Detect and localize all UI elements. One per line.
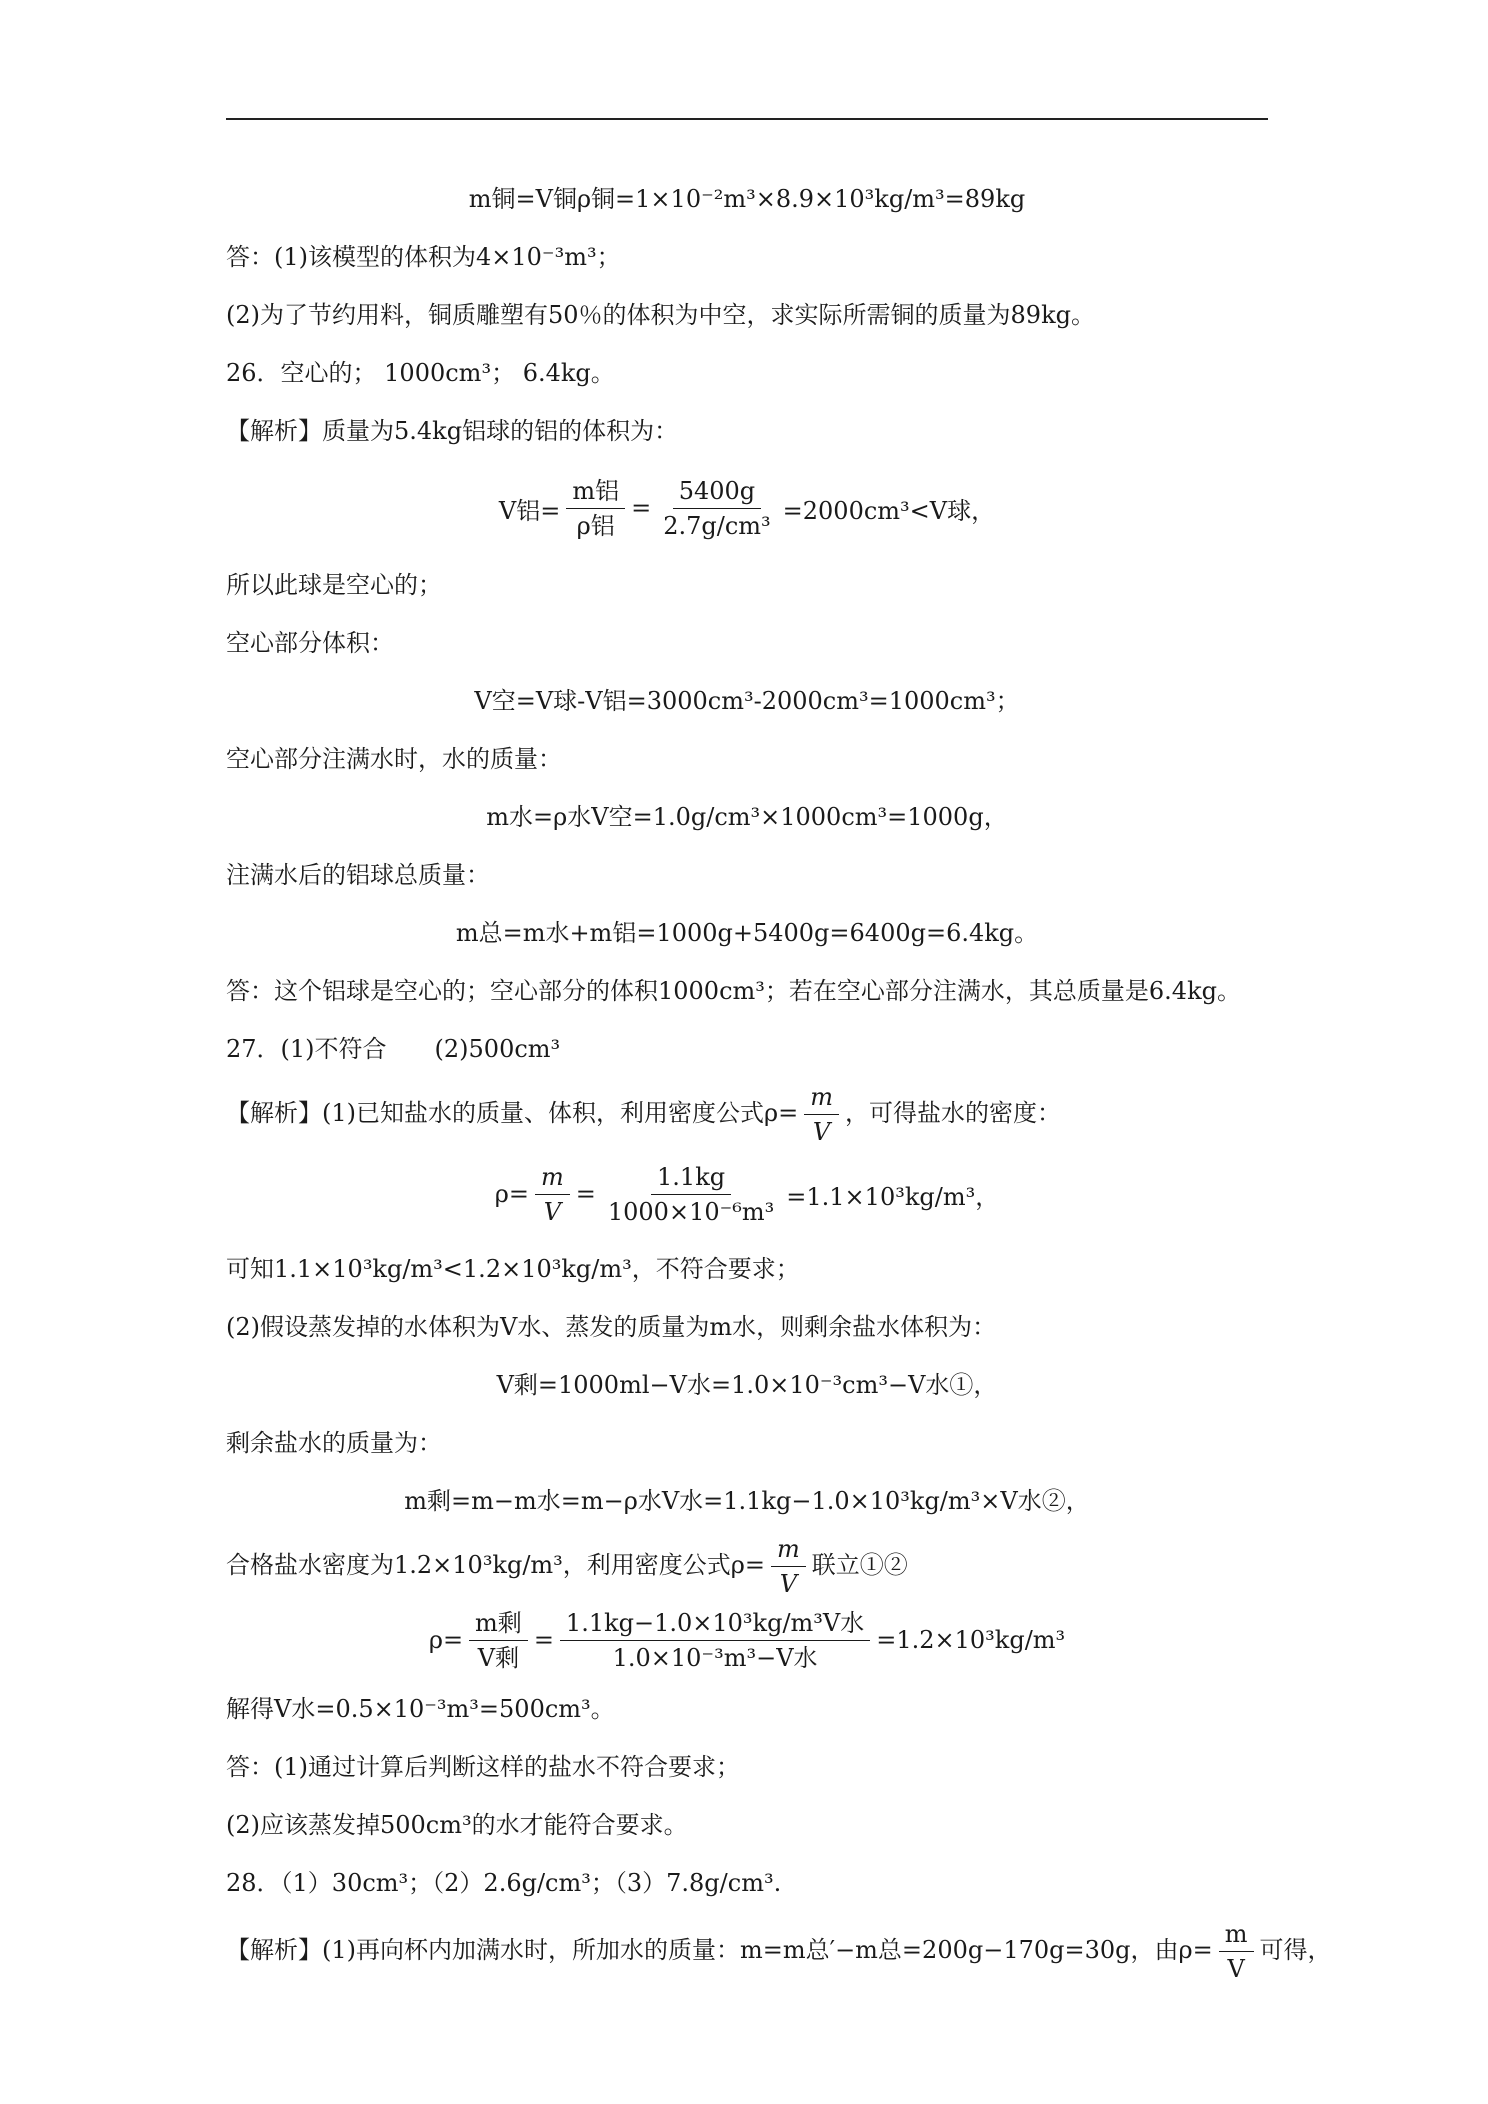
- analysis-line: 所以此球是空心的；: [226, 571, 442, 599]
- fraction: $\frac{m}{V}$: [535, 1162, 570, 1227]
- fraction: $\frac{m}{V}$: [771, 1534, 806, 1599]
- answer-line: (2)应该蒸发掉500cm³的水才能符合要求。: [226, 1811, 688, 1839]
- analysis-line: (2)假设蒸发掉的水体积为V水、蒸发的质量为m水，则剩余盐水体积为：: [226, 1313, 997, 1341]
- answer-line: 答：(1)通过计算后判断这样的盐水不符合要求；: [226, 1753, 740, 1781]
- answer-line: 答：这个铝球是空心的；空心部分的体积1000cm³；若在空心部分注满水，其总质量是6.4kg。: [226, 977, 1241, 1005]
- answer-line: (2)为了节约用料，铜质雕塑有50％的体积为中空，求实际所需铜的质量为89kg。: [226, 301, 1095, 329]
- analysis-line: 【解析】质量为5.4kg铝球的铝的体积为：: [226, 417, 679, 445]
- analysis-line: 空心部分体积：: [226, 629, 394, 657]
- formula-qualified-density: ρ= $\frac{\text{m剩}}{\text{V剩}}$ = $\frac{\text{1.1kg−1.0×10³kg/m³V水}}{\text{1.0×10⁻³m³−V水}}$ =1.2×10³kg/m³: [428, 1608, 1066, 1672]
- analysis-line: 可知1.1×10³kg/m³<1.2×10³kg/m³，不符合要求；: [226, 1255, 800, 1283]
- formula-left: ρ=: [494, 1180, 529, 1208]
- formula-right: =1.1×10³kg/m³，: [786, 1182, 1000, 1211]
- analysis-line: 剩余盐水的质量为：: [226, 1429, 442, 1457]
- fraction-numerator: m铝: [566, 476, 625, 509]
- formula-hollow-volume: V空=V球-V铝=3000cm³-2000cm³=1000cm³；: [474, 687, 1020, 715]
- question-28-answer: 28．（1）30cm³；（2）2.6g/cm³；（3）7.8g/cm³.: [226, 1869, 782, 1897]
- analysis-line: 空心部分注满水时，水的质量：: [226, 745, 562, 773]
- fraction-denominator: 2.7g/cm³: [663, 511, 771, 540]
- formula-left: ρ=: [428, 1626, 464, 1654]
- header-rule: [226, 118, 1268, 120]
- analysis-line: 【解析】(1)已知盐水的质量、体积，利用密度公式ρ= $\frac{m}{V}$ ，可得盐水的密度：: [226, 1083, 1061, 1146]
- fraction: $\frac{\text{m剩}}{\text{V剩}}$: [469, 1608, 528, 1673]
- formula-right: =2000cm³<V球，: [782, 496, 996, 525]
- analysis-line: 解得V水=0.5×10⁻³m³=500cm³。: [226, 1695, 615, 1723]
- formula-aluminum-volume: V铝= $\frac{\text{m铝}}{\text{ρ铝}}$ = $\frac{5400g}{\text{2.7g/cm³}}$ =2000cm³<V球，: [498, 476, 996, 540]
- fraction-denominator: ρ铝: [576, 511, 615, 540]
- document-body: [226, 170, 1332, 1988]
- question-27-answer: 27．(1)不符合 (2)500cm³: [226, 1035, 561, 1063]
- question-26-answer: 26．空心的； 1000cm³； 6.4kg。: [226, 359, 615, 387]
- fraction: $\frac{1.1kg}{\text{1000×10⁻⁶m³}}$: [607, 1162, 775, 1226]
- analysis-line: 【解析】(1)再向杯内加满水时，所加水的质量：m=m总′−m总=200g−170g=30g，由ρ= $\frac{m}{V}$ 可得，: [226, 1920, 1332, 1983]
- fraction: [566, 476, 625, 541]
- answer-line: 答：(1)该模型的体积为4×10⁻³m³；: [226, 243, 621, 271]
- formula-remaining-mass: m剩=m−m水=m−ρ水V水=1.1kg−1.0×10³kg/m³×V水②，: [404, 1487, 1090, 1515]
- formula-left: V铝=: [498, 496, 561, 525]
- formula-brine-density: ρ= $\frac{m}{V}$ = $\frac{1.1kg}{\text{1000×10⁻⁶m³}}$ =1.1×10³kg/m³，: [494, 1162, 1000, 1226]
- formula-total-mass: m总=m水+m铝=1000g+5400g=6400g=6.4kg。: [455, 919, 1039, 947]
- analysis-line: 合格盐水密度为1.2×10³kg/m³，利用密度公式ρ= $\frac{m}{V}$ 联立①②: [226, 1535, 908, 1598]
- formula-water-mass: m水=ρ水V空=1.0g/cm³×1000cm³=1000g，: [486, 803, 1008, 831]
- fraction: $\frac{m}{V}$: [1219, 1919, 1254, 1984]
- fraction: $\frac{\text{1.1kg−1.0×10³kg/m³V水}}{\text{1.0×10⁻³m³−V水}}$: [560, 1608, 870, 1673]
- fraction-numerator: 5400g: [673, 476, 761, 509]
- formula-copper-mass: m铜=V铜ρ铜=1×10⁻²m³×8.9×10³kg/m³=89kg: [468, 185, 1026, 213]
- fraction: [657, 476, 776, 541]
- formula-remaining-volume: V剩=1000ml−V水=1.0×10⁻³cm³−V水①，: [496, 1371, 998, 1399]
- fraction: $\frac{m}{V}$: [804, 1082, 839, 1147]
- formula-right: =1.2×10³kg/m³: [876, 1626, 1066, 1654]
- analysis-line: 注满水后的铝球总质量：: [226, 861, 490, 889]
